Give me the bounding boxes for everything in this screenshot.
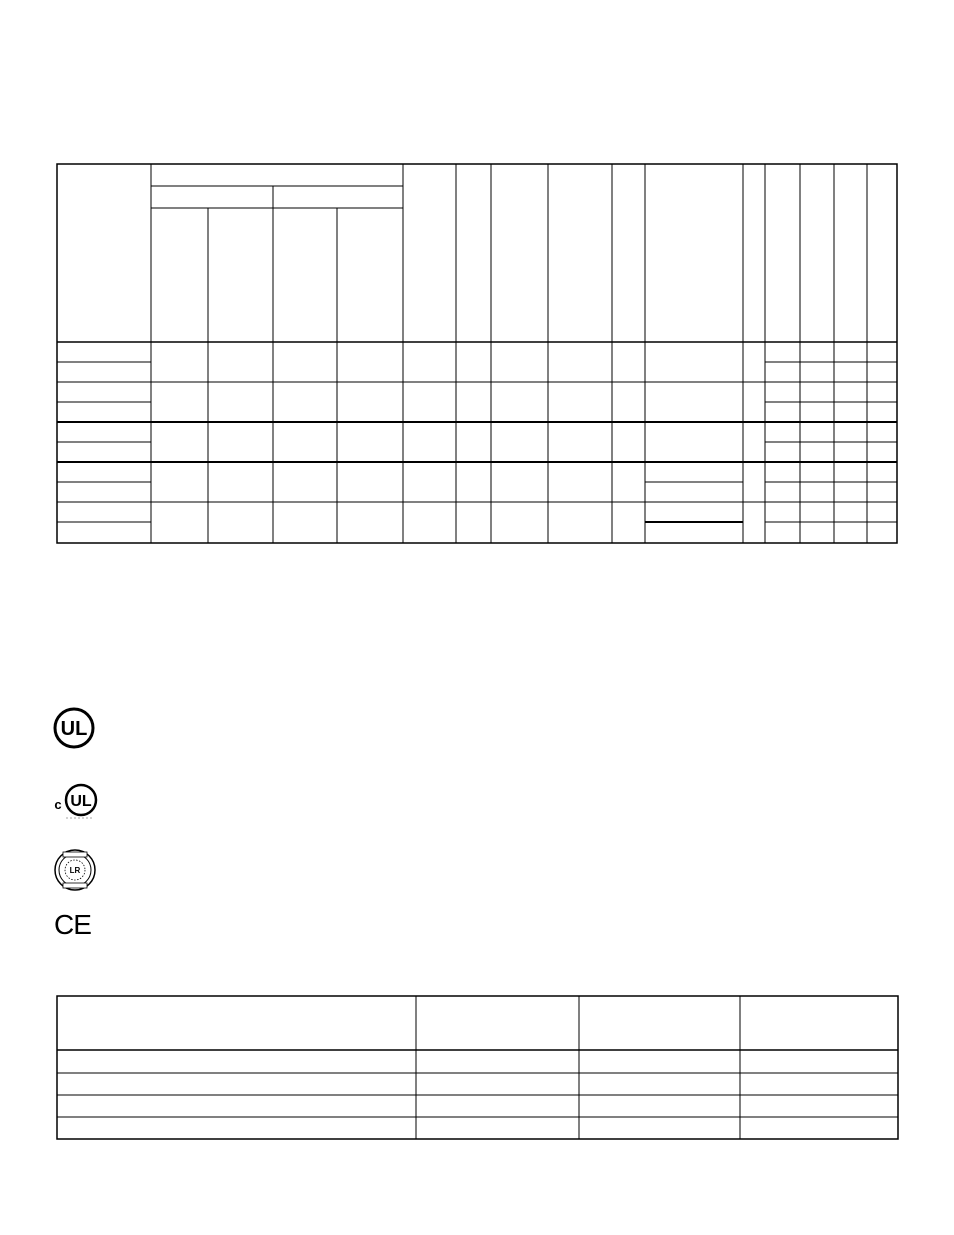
ce-letters: CE bbox=[54, 910, 91, 938]
c-ul-logo bbox=[52, 780, 102, 822]
c-ul-letters: UL bbox=[70, 793, 92, 810]
ul-listed-logo bbox=[52, 706, 96, 750]
ce-mark-logo bbox=[54, 910, 94, 938]
seal-letters: LR bbox=[69, 866, 81, 875]
certification-seal-logo bbox=[53, 848, 97, 892]
spec-table-border bbox=[57, 164, 897, 543]
ul-listed-letters: UL bbox=[60, 718, 88, 740]
c-ul-prefix: c bbox=[54, 797, 62, 812]
